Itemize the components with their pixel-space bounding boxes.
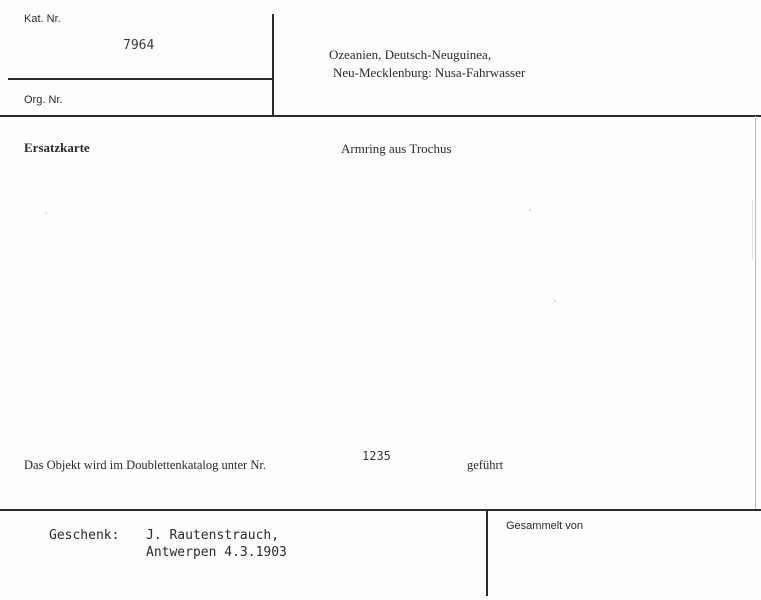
right-edge-rule bbox=[755, 116, 756, 510]
org-nr-label: Org. Nr. bbox=[24, 94, 63, 106]
region-line-1: Ozeanien, Deutsch-Neuguinea, bbox=[329, 47, 492, 62]
scan-speck bbox=[752, 200, 753, 260]
doublette-suffix: geführt bbox=[467, 458, 504, 472]
geschenk-line-1: J. Rautenstrauch, bbox=[146, 528, 280, 543]
kat-org-divider bbox=[8, 78, 272, 80]
geschenk-line-2: Antwerpen 4.3.1903 bbox=[146, 545, 287, 560]
gesammelt-von-label: Gesammelt von bbox=[506, 520, 584, 532]
doublette-prefix: Das Objekt wird im Doublettenkatalog unter Nr. bbox=[24, 458, 266, 472]
footer-vertical-divider bbox=[486, 510, 488, 596]
ersatzkarte-label: Ersatzkarte bbox=[24, 140, 90, 155]
scan-speck bbox=[554, 300, 556, 302]
doublette-number: 1235 bbox=[362, 449, 391, 463]
region-line-2: Neu-Mecklenburg: Nusa-Fahrwasser bbox=[333, 65, 526, 80]
footer-top-rule bbox=[0, 509, 761, 511]
header-bottom-rule bbox=[0, 115, 761, 117]
geschenk-label: Geschenk: bbox=[49, 528, 120, 543]
object-name: Armring aus Trochus bbox=[341, 141, 452, 156]
scan-speck bbox=[529, 209, 531, 211]
scan-speck bbox=[45, 212, 47, 214]
header-vertical-divider bbox=[272, 14, 274, 116]
kat-nr-value: 7964 bbox=[123, 38, 155, 53]
kat-nr-label: Kat. Nr. bbox=[24, 13, 61, 25]
